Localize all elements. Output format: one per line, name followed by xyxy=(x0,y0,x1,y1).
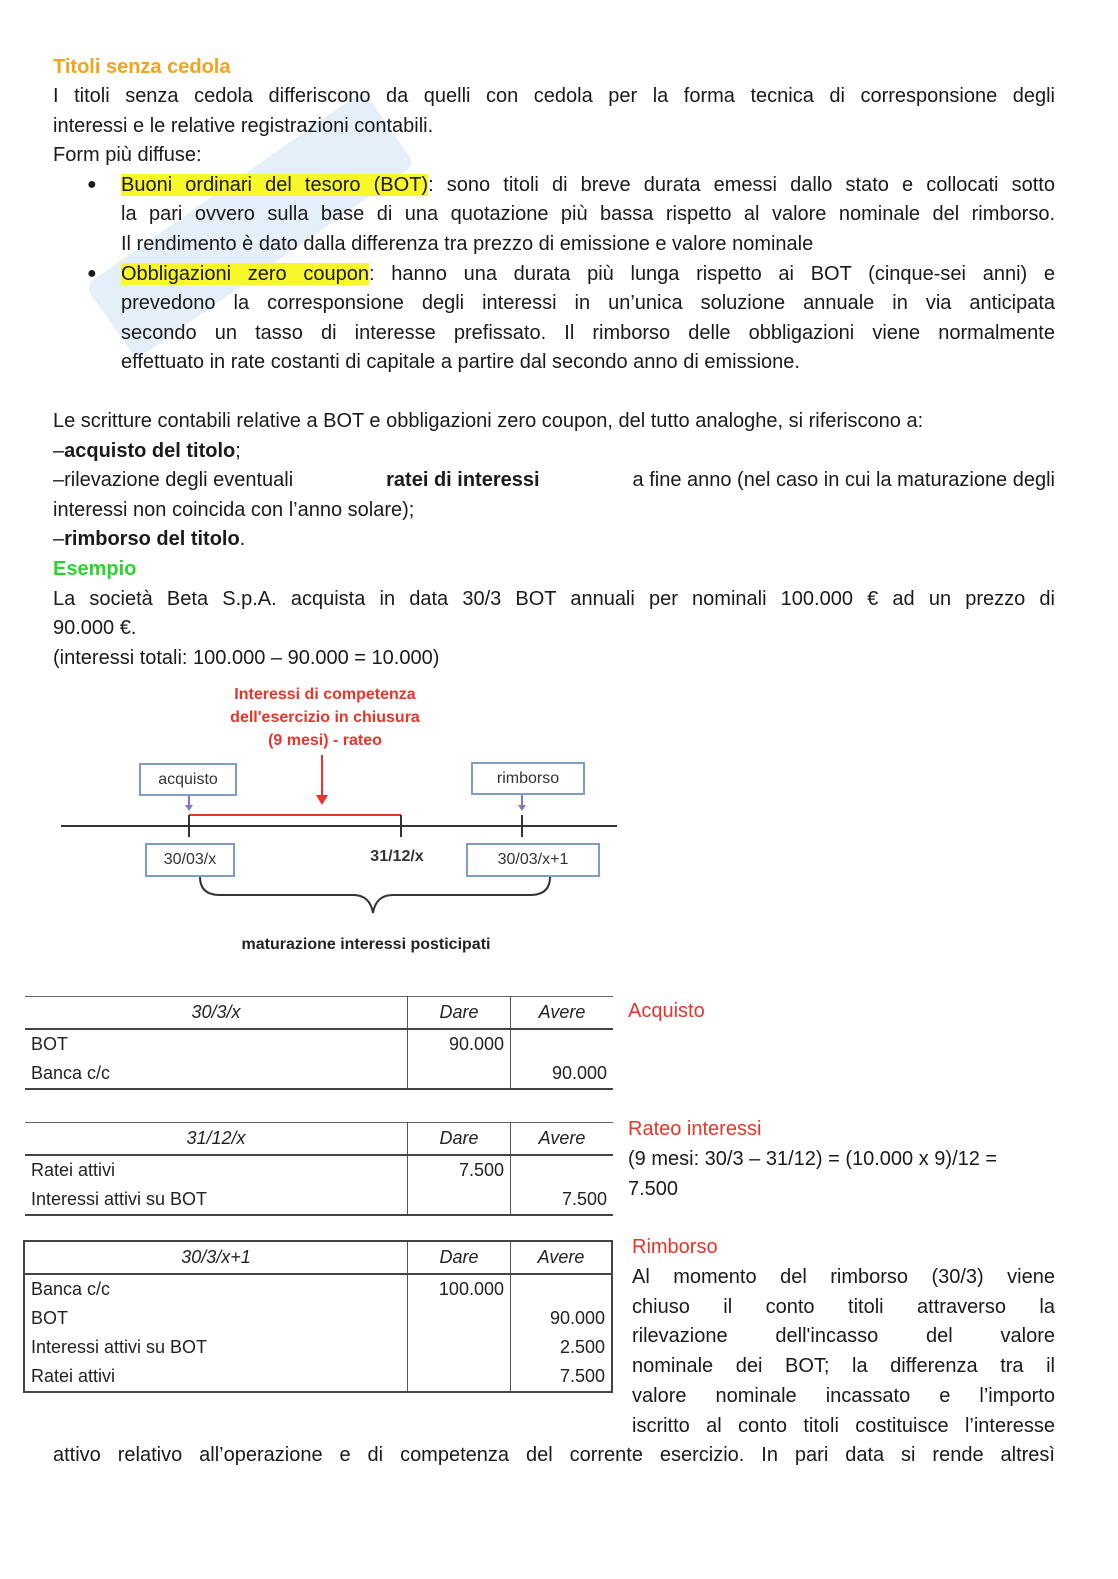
table-header xyxy=(25,997,613,1030)
table-row xyxy=(24,1274,612,1304)
header-dare: Dare xyxy=(408,1241,511,1274)
avere-value xyxy=(511,1155,614,1185)
ledger-table-rimborso xyxy=(23,1240,613,1393)
scritture-item-3 xyxy=(53,524,1055,554)
item-2-pre-text: rilevazione degli eventuali xyxy=(64,469,294,491)
competenza-line-3: (9 mesi) - rateo xyxy=(268,732,382,749)
esempio-title: Esempio xyxy=(53,558,137,580)
dare-value xyxy=(408,1362,511,1392)
dare-value xyxy=(408,1059,511,1089)
table-row xyxy=(24,1362,612,1392)
table-header xyxy=(25,1123,613,1156)
account: Banca c/c xyxy=(24,1274,408,1304)
dare-value: 100.000 xyxy=(408,1274,511,1304)
bullet-1-line-2: la pari ovvero sulla base di una quotazione più bassa rispetto al valore nominale del rimborso. xyxy=(121,203,1055,225)
section-heading: Titoli senza cedola xyxy=(53,56,231,78)
box-acquisto: acquisto xyxy=(139,763,237,796)
esempio-line-3: (interessi totali: 100.000 – 90.000 = 10.000) xyxy=(53,647,440,669)
esempio-line-2: 90.000 €. xyxy=(53,617,137,639)
rimborso-line: nominale dei BOT; la differenza tra il xyxy=(632,1355,1055,1377)
side-rateo-title: Rateo interessi xyxy=(628,1118,762,1140)
competenza-label xyxy=(190,683,460,752)
item-bold: acquisto del titolo xyxy=(64,440,236,462)
table-row xyxy=(24,1333,612,1362)
bullet-dot: ● xyxy=(87,265,97,282)
dash: – xyxy=(53,440,65,462)
dare-value xyxy=(408,1185,511,1215)
account: Banca c/c xyxy=(25,1059,408,1089)
bullet-2-line-1 xyxy=(121,259,1055,289)
bullet-1-line-1 xyxy=(121,170,1055,200)
final-line: attivo relativo all’operazione e di competenza del corrente esercizio. In pari data si rende altresì xyxy=(53,1444,1055,1466)
header-dare: Dare xyxy=(408,1123,511,1156)
date-box-3: 30/03/x+1 xyxy=(466,843,600,877)
dash: – xyxy=(53,528,65,550)
maturazione-label: maturazione interessi posticipati xyxy=(241,936,491,953)
account: Interessi attivi su BOT xyxy=(25,1185,408,1215)
side-rateo-line-2: 7.500 xyxy=(628,1178,679,1200)
intro-line-2: interessi e le relative registrazioni contabili. xyxy=(53,115,434,137)
item-end: . xyxy=(239,528,246,550)
rimborso-line: chiuso il conto titoli attraverso la xyxy=(632,1296,1055,1318)
table-row xyxy=(25,1059,613,1089)
table-row xyxy=(25,1029,613,1059)
avere-value xyxy=(511,1029,614,1059)
side-rimborso-title: Rimborso xyxy=(632,1236,718,1258)
header-dare: Dare xyxy=(408,997,511,1030)
avere-value: 7.500 xyxy=(561,1189,607,1209)
dare-value: 7.500 xyxy=(408,1155,511,1185)
header-date: 30/3/x+1 xyxy=(24,1241,408,1274)
scritture-item-1 xyxy=(53,436,1055,466)
rimborso-line: Al momento del rimborso (30/3) viene xyxy=(632,1266,1055,1288)
side-acquisto: Acquisto xyxy=(628,1000,705,1022)
table-row xyxy=(25,1185,613,1215)
header-date: 31/12/x xyxy=(25,1123,408,1156)
intro-line-3: Form più diffuse: xyxy=(53,144,202,166)
header-date: 30/3/x xyxy=(25,997,408,1030)
dash: – xyxy=(53,469,65,491)
item-2-pre xyxy=(53,465,293,495)
date-label-2: 31/12/x xyxy=(370,848,424,865)
rimborso-line: iscritto al conto titoli costituisce l’interesse xyxy=(632,1415,1055,1437)
account: Ratei attivi xyxy=(24,1362,408,1392)
avere-value xyxy=(511,1274,613,1304)
bot-term: Buoni ordinari del tesoro (BOT) xyxy=(121,174,429,196)
header-avere: Avere xyxy=(511,1241,613,1274)
intro-line-1: I titoli senza cedola differiscono da quelli con cedola per la forma tecnica di corresponsione degli xyxy=(53,85,1055,107)
box-rimborso: rimborso xyxy=(471,762,585,795)
account: BOT xyxy=(25,1029,408,1059)
table-header xyxy=(24,1241,612,1274)
account: BOT xyxy=(24,1304,408,1333)
account: Ratei attivi xyxy=(25,1155,408,1185)
bullet-2-line-4: effettuato in rate costanti di capitale a partire dal secondo anno di emissione. xyxy=(121,351,800,373)
bullet-dot: ● xyxy=(87,176,97,193)
bullet-2-line-2: prevedono la corresponsione degli interessi in un’unica soluzione annuale in via anticipata xyxy=(121,292,1055,314)
bullet-1-line-3: Il rendimento è dato dalla differenza tra prezzo di emissione e valore nominale xyxy=(121,233,814,255)
scritture-item-2 xyxy=(53,465,1055,495)
header-avere: Avere xyxy=(511,1123,614,1156)
account: Interessi attivi su BOT xyxy=(24,1333,408,1362)
table-row xyxy=(25,1155,613,1185)
item-2-post: a fine anno (nel caso in cui la maturazione degli xyxy=(632,469,1055,491)
bullet-2-rest: : hanno una durata più lunga rispetto ai BOT (cinque-sei anni) e xyxy=(369,263,1056,285)
scritture-intro: Le scritture contabili relative a BOT e obbligazioni zero coupon, del tutto analoghe, si riferiscono a: xyxy=(53,410,924,432)
competenza-line-1: Interessi di competenza xyxy=(234,686,416,703)
bullet-1-rest: : sono titoli di breve durata emessi dallo stato e collocati sotto xyxy=(428,174,1055,196)
side-rateo-line-1: (9 mesi: 30/3 – 31/12) = (10.000 x 9)/12 = xyxy=(628,1148,998,1170)
dare-value xyxy=(408,1333,511,1362)
item-end: ; xyxy=(235,440,241,462)
dare-value xyxy=(408,1304,511,1333)
avere-value: 90.000 xyxy=(549,1308,605,1328)
bullet-2-line-3: secondo un tasso di interesse prefissato. Il rimborso delle obbligazioni viene normalmente xyxy=(121,322,1055,344)
rimborso-line: rilevazione dell'incasso del valore xyxy=(632,1325,1055,1347)
dare-value: 90.000 xyxy=(408,1029,511,1059)
avere-value: 7.500 xyxy=(559,1366,605,1386)
zero-coupon-term: Obbligazioni zero coupon xyxy=(121,263,370,285)
avere-value: 2.500 xyxy=(559,1337,605,1357)
ledger-table-rateo xyxy=(25,1122,613,1216)
table-row xyxy=(24,1304,612,1333)
header-avere: Avere xyxy=(511,997,614,1030)
competenza-line-2: dell'esercizio in chiusura xyxy=(230,709,420,726)
rimborso-line: valore nominale incassato e l’importo xyxy=(632,1385,1055,1407)
esempio-line-1: La società Beta S.p.A. acquista in data 30/3 BOT annuali per nominali 100.000 € ad un prezzo di xyxy=(53,588,1055,610)
item-2-bold: ratei di interessi xyxy=(386,469,540,491)
scritture-item-2-line-2: interessi non coincida con l’anno solare); xyxy=(53,499,415,521)
avere-value: 90.000 xyxy=(551,1063,607,1083)
date-box-1: 30/03/x xyxy=(145,843,235,877)
item-bold: rimborso del titolo xyxy=(64,528,240,550)
ledger-table-acquisto xyxy=(25,996,613,1090)
